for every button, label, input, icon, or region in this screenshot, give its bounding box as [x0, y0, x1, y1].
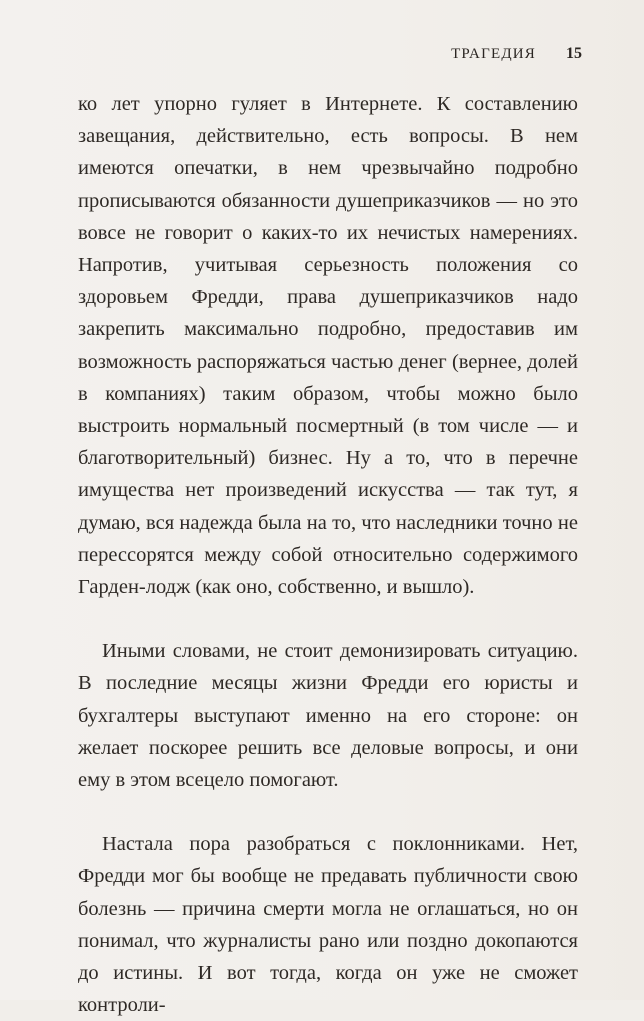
page-number: 15 [566, 45, 582, 62]
chapter-title: ТРАГЕДИЯ [451, 46, 536, 62]
body-text [78, 88, 578, 1021]
paragraph-2: Иными словами, не стоит демонизировать ситуацию. В последние месяцы жизни Фредди его юристы и бухгалтеры выступают именно на его стороне: он желает поскорее решить все деловые вопросы, и они ему в этом всецело помогают. [78, 640, 578, 792]
paragraph-1: ко лет упорно гуляет в Интернете. К составлению завещания, действительно, есть вопросы. В нем имеются опечатки, в нем чрезвычайно подробно прописываются обязанности душеприказчиков — но это вовсе не говорит о каких-то их нечистых намерениях. Напротив, учитывая серьезность положения со здоровьем Фредди, права душеприказчиков надо закрепить максимально подробно, предоставив им возможность распоряжаться частью денег (вернее, долей в компаниях) таким образом, чтобы можно было выстроить нормальный посмертный (в том числе — и благотворительный) бизнес. Ну а то, что в перечне имущества нет произведений искусства — так тут, я думаю, вся надежда была на то, что наследники точно не перессорятся между собой относительно содержимого Гарден-лодж (как оно, собственно, и вышло). [78, 93, 578, 599]
running-head [451, 45, 582, 63]
paragraph-3: Настала пора разобраться с поклонниками. Нет, Фредди мог бы вообще не предавать публичности свою болезнь — причина смерти могла не оглашаться, но он понимал, что журналисты рано или поздно докопаются до истины. И вот тогда, когда он уже не сможет контроли- [78, 833, 578, 1017]
